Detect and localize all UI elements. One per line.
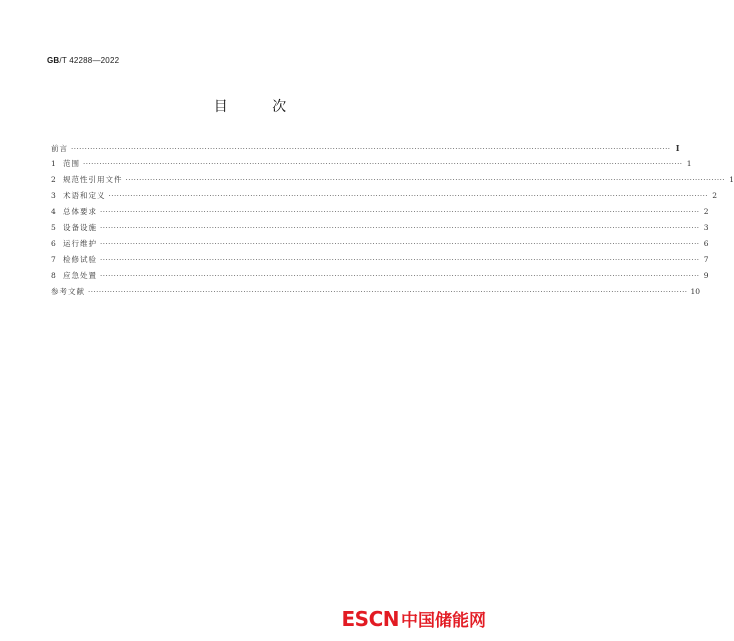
toc-section-number: 7 (51, 255, 56, 264)
toc-page-number: 1 (686, 159, 692, 168)
toc-section-number: 5 (51, 223, 56, 232)
toc-page-number: 1 (729, 175, 734, 184)
toc-leader-dots: ···························································································································································································································· (88, 288, 688, 296)
toc-leader-dots: ···························································································································································································································· (71, 145, 671, 153)
toc-section-label: 术语和定义 (63, 191, 106, 200)
toc-row[interactable] (51, 284, 701, 300)
toc-row[interactable] (51, 220, 709, 236)
standard-number (47, 56, 119, 65)
toc-section-label: 规范性引用文件 (63, 175, 123, 184)
toc-section-label: 范围 (63, 159, 80, 168)
toc-leader-dots: ···························································································································································································································· (125, 176, 726, 184)
toc-section-label: 运行维护 (63, 239, 97, 248)
toc-section-label: 前言 (51, 144, 68, 153)
toc-page-number: 6 (703, 239, 709, 248)
toc-section-label: 设备设施 (63, 223, 97, 232)
toc-page-number: 9 (703, 271, 709, 280)
toc-leader-dots: ···························································································································································································································· (100, 256, 700, 264)
table-of-contents (51, 140, 734, 300)
toc-section-label: 检修试验 (63, 255, 97, 264)
toc-leader-dots: ···························································································································································································································· (100, 272, 700, 280)
toc-row[interactable] (51, 188, 718, 204)
toc-section-label: 应急处置 (63, 271, 97, 280)
toc-row[interactable] (51, 140, 680, 156)
toc-page-number: 2 (703, 207, 709, 216)
toc-section-number: 1 (51, 159, 56, 168)
toc-page-number: 3 (703, 223, 709, 232)
toc-page-number: 7 (703, 255, 709, 264)
page-title: 目 次 (213, 99, 307, 115)
toc-leader-dots: ···························································································································································································································· (83, 160, 683, 168)
toc-leader-dots: ···························································································································································································································· (100, 240, 700, 248)
toc-section-number: 3 (51, 191, 56, 200)
toc-row[interactable] (51, 268, 709, 284)
toc-section-number: 4 (51, 207, 56, 216)
toc-section-number: 2 (51, 175, 56, 184)
watermark-cjk: 中国储能网 (401, 611, 486, 631)
toc-row[interactable] (51, 252, 709, 268)
escn-watermark-logo (342, 606, 486, 631)
toc-page-number: 2 (712, 191, 718, 200)
toc-leader-dots: ···························································································································································································································· (100, 208, 700, 216)
toc-row[interactable] (51, 172, 734, 188)
toc-section-label: 总体要求 (63, 207, 97, 216)
toc-row[interactable] (51, 236, 709, 252)
toc-leader-dots: ···························································································································································································································· (108, 192, 709, 200)
watermark-latin: ESCN (341, 606, 399, 631)
toc-row[interactable] (51, 156, 692, 172)
toc-section-number: 6 (51, 239, 56, 248)
toc-row[interactable] (51, 204, 709, 220)
toc-page-number: Ⅰ (675, 143, 680, 153)
standard-code: /T 42288—2022 (59, 56, 120, 65)
toc-leader-dots: ···························································································································································································································· (100, 224, 700, 232)
toc-section-number: 8 (51, 271, 56, 280)
toc-page-number: 10 (690, 287, 701, 296)
toc-section-label: 参考文献 (51, 287, 85, 296)
standard-prefix: GB (47, 56, 60, 65)
